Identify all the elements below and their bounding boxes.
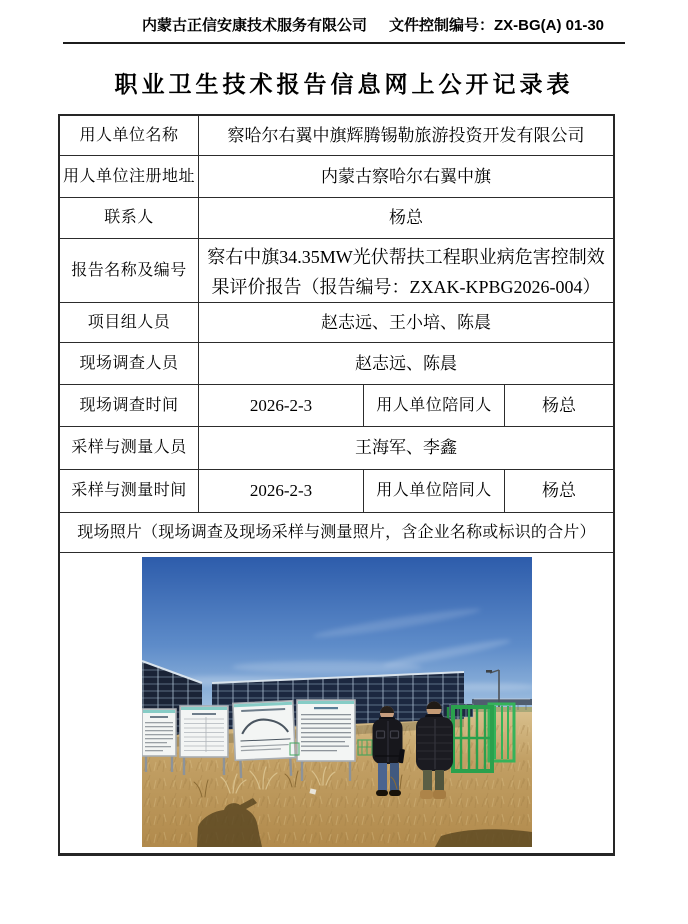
field-label-site-survey-staff: 现场调查人员 (60, 343, 199, 385)
field-label-site-survey-date: 现场调查时间 (60, 385, 199, 427)
field-value-employer-name: 察哈尔右翼中旗辉腾锡勒旅游投资开发有限公司 (199, 116, 613, 156)
field-value-site-survey-staff: 赵志远、陈晨 (199, 343, 613, 385)
field-value-employer-escort-2: 杨总 (505, 470, 613, 513)
field-value-sampling-staff: 王海军、李鑫 (199, 427, 613, 470)
report-name-line2: 果评价报告（报告编号：ZXAK-KPBG2026-004） (211, 276, 601, 297)
field-value-contact-person: 杨总 (199, 198, 613, 239)
site-photo-caption: 现场照片（现场调查及现场采样与测量照片，含企业名称或标识的合片） (60, 513, 613, 553)
site-photo-container (60, 553, 613, 853)
page-header (63, 14, 625, 44)
report-name-line1: 察右中旗34.35MW光伏帮扶工程职业病危害控制效 (207, 246, 605, 267)
page-title: 职业卫生技术报告信息网上公开记录表 (114, 71, 574, 97)
field-value-employer-escort-1: 杨总 (505, 385, 613, 427)
field-value-report-name-number (199, 239, 613, 303)
site-photo (142, 557, 532, 847)
field-label-sampling-staff: 采样与测量人员 (60, 427, 199, 470)
field-label-registered-address: 用人单位注册地址 (60, 156, 199, 198)
field-label-sampling-date: 采样与测量时间 (60, 470, 199, 513)
header-company-name: 内蒙古正信安康技术服务有限公司 (141, 17, 367, 34)
field-value-sampling-date: 2026-2-3 (199, 470, 364, 513)
field-value-project-team: 赵志远、王小培、陈晨 (199, 303, 613, 343)
field-label-employer-escort-2: 用人单位陪同人 (364, 470, 505, 513)
field-label-contact-person: 联系人 (60, 198, 199, 239)
header-doc-control-number: 文件控制编号：ZX-BG(A) 01-30 (388, 17, 605, 34)
field-value-site-survey-date: 2026-2-3 (199, 385, 364, 427)
record-form-table (58, 114, 615, 856)
field-value-registered-address: 内蒙古察哈尔右翼中旗 (199, 156, 613, 198)
field-label-employer-name: 用人单位名称 (60, 116, 199, 156)
field-label-project-team: 项目组人员 (60, 303, 199, 343)
field-label-report-name-number: 报告名称及编号 (60, 239, 199, 303)
field-label-employer-escort-1: 用人单位陪同人 (364, 385, 505, 427)
